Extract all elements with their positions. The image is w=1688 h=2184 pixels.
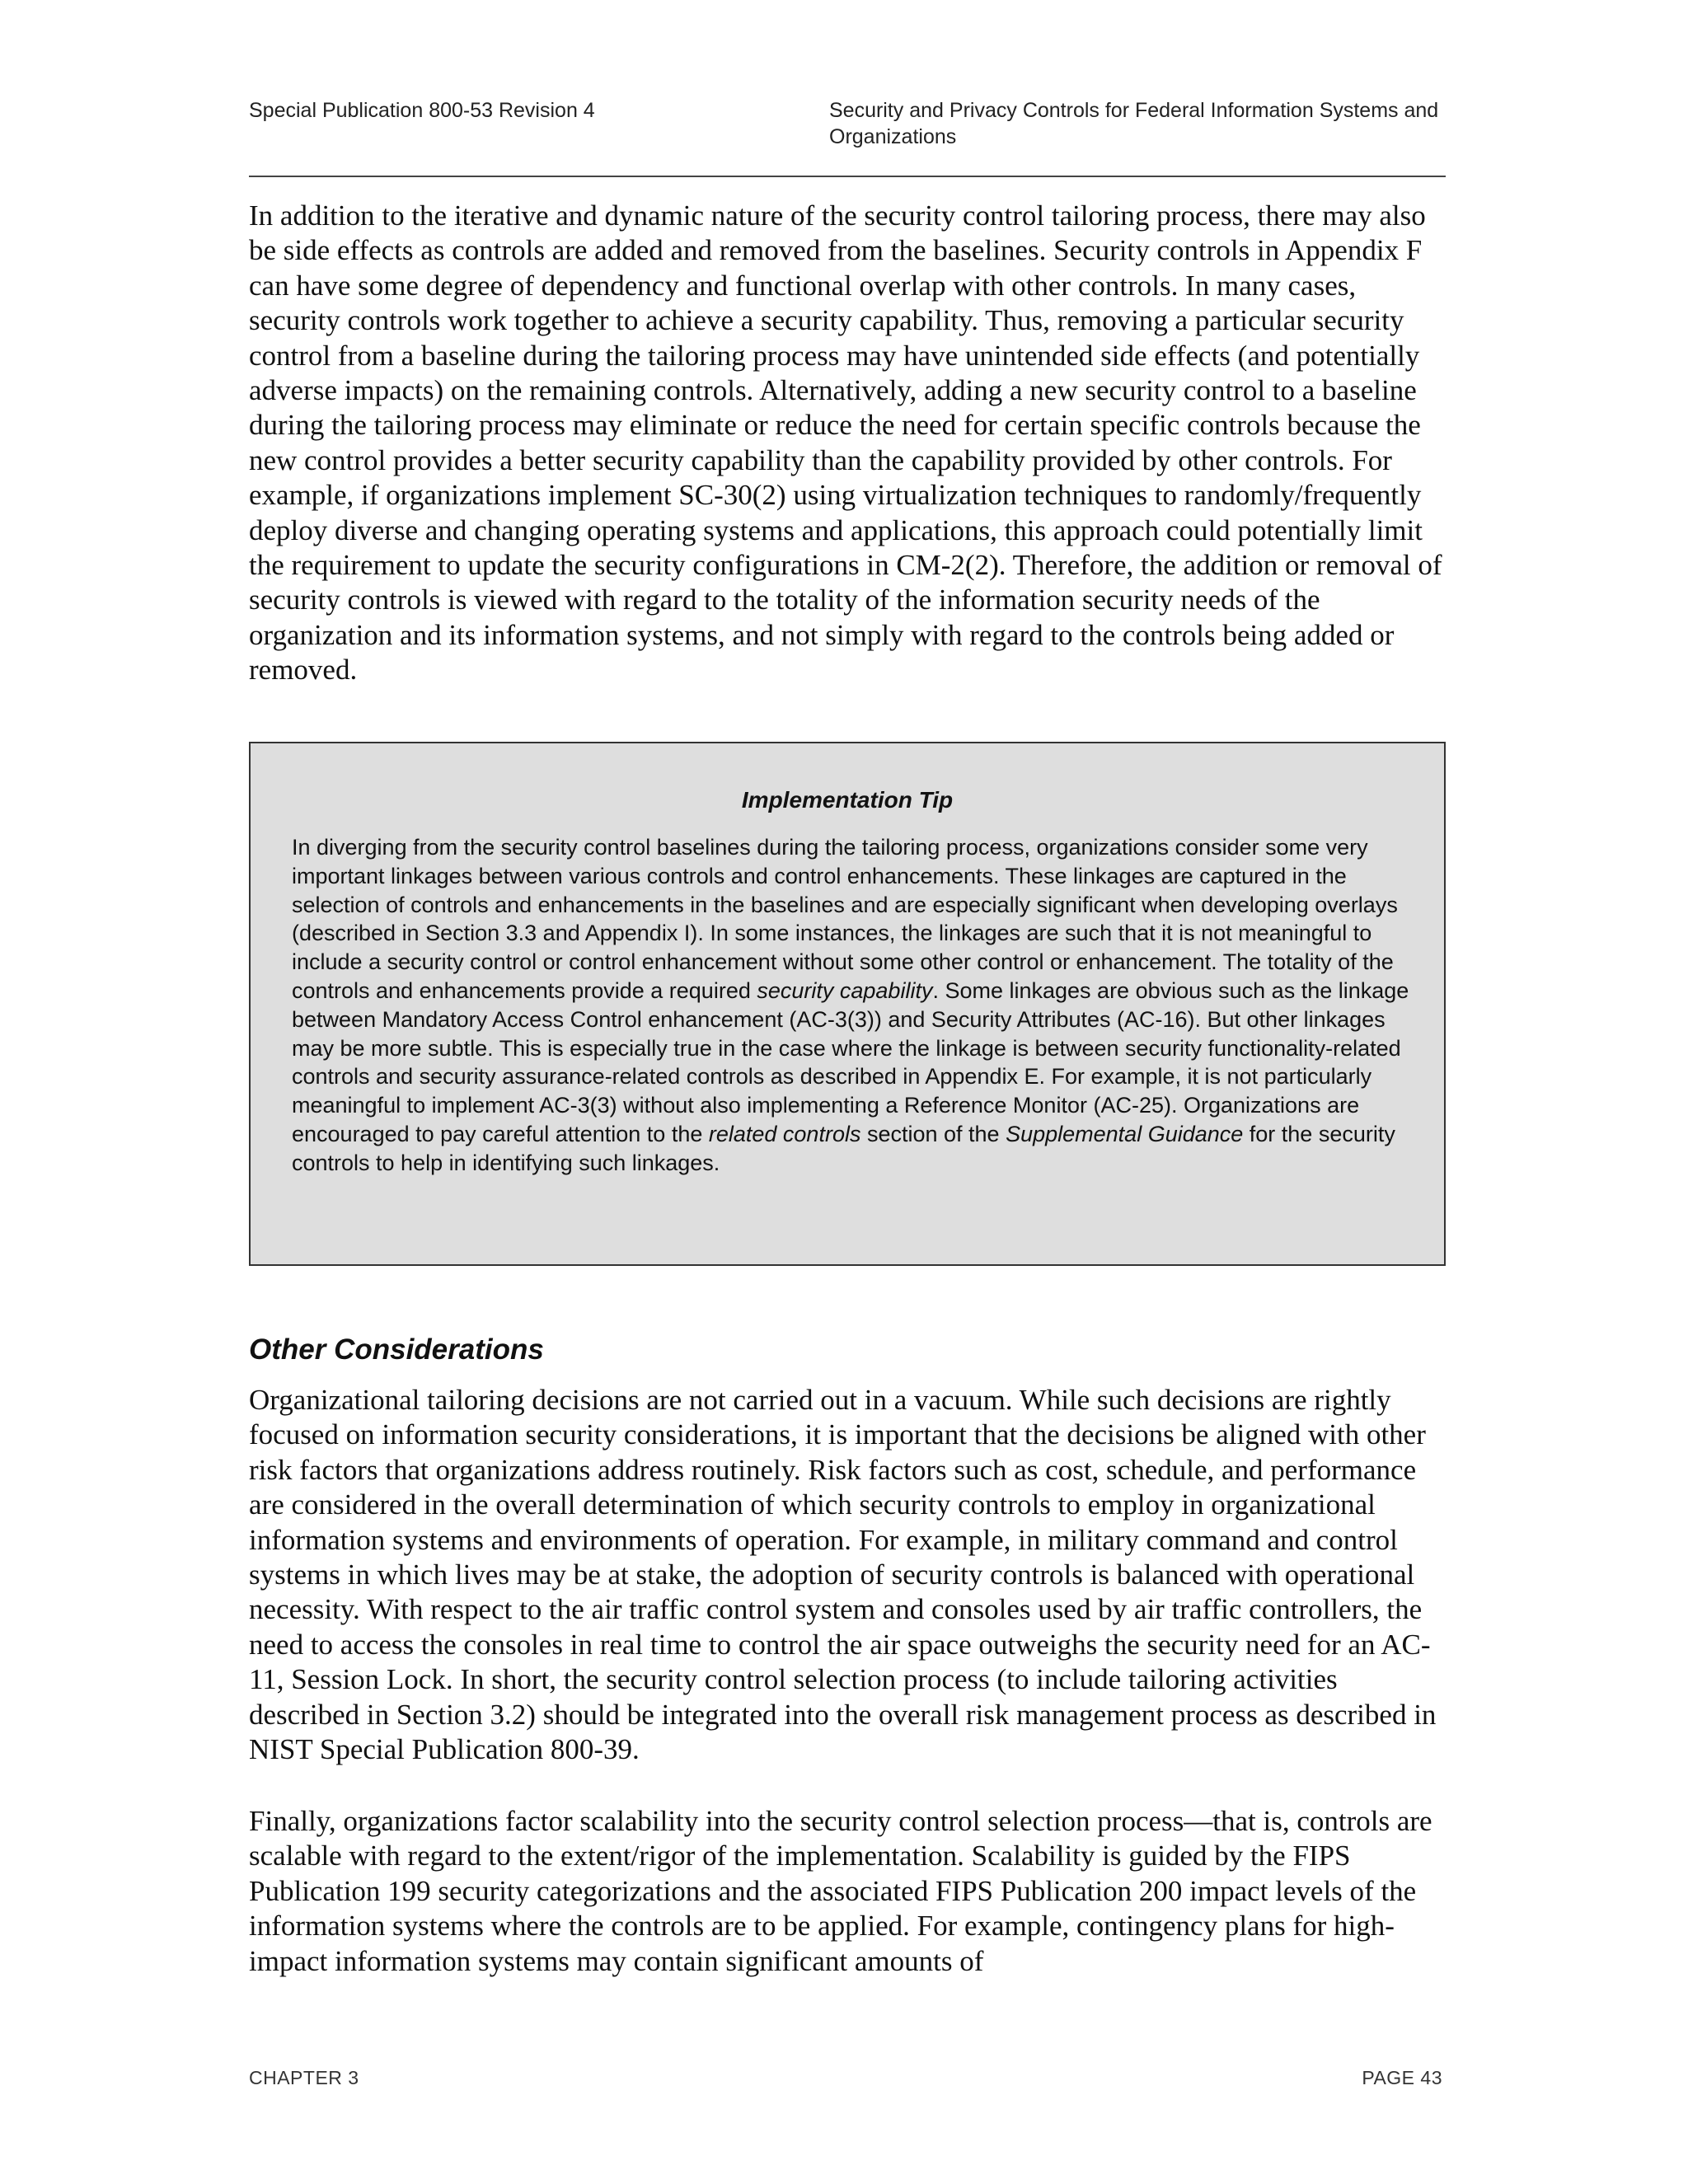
tip-italic-security-capability: security capability — [757, 977, 933, 1003]
body-paragraph-scalability: Finally, organizations factor scalability into the security control selection process—that is, controls are scalable with regard to the extent/rigor of the implementation. Scalability is guided by the FIPS Publication 199 security categorizations and the associated FIPS Publication 200 impact levels of the information systems where the controls are to be applied. For example, contingency plans for high-impact information systems may contain significant amounts of — [249, 1805, 1432, 1977]
footer-chapter: CHAPTER 3 — [249, 2067, 359, 2088]
implementation-tip-box — [249, 742, 1446, 1266]
running-header-right: Security and Privacy Controls for Federal Information Systems and Organizations — [829, 99, 1439, 148]
body-paragraph-risk-factors: Organizational tailoring decisions are not carried out in a vacuum. While such decisions are rightly focused on information security considerations, it is important that the decisions be aligned with other risk factors that organizations address routinely. Risk factors such as cost, schedule, and performance are considered in the overall determination of which security controls to employ in organizational information systems and environments of operation. For example, in military command and control systems in which lives may be at stake, the adoption of security controls is balanced with operational necessity. With respect to the air traffic control system and consoles used by air traffic controllers, the need to access the consoles in real time to control the air space outweighs the security need for an AC-11, Session Lock. In short, the security control selection process (to include tailoring activities described in Section 3.2) should be integrated into the overall risk management process as described in NIST Special Publication 800-39. — [249, 1384, 1437, 1766]
tip-text-segment: section of the — [860, 1121, 1006, 1146]
tip-text-segment: for the security controls to help in identifying such linkages. — [292, 1121, 1395, 1175]
tip-text-segment: . Some linkages are obvious such as the linkage between Mandatory Access Control enhancement (AC-3(3)) and Security Attributes (AC-16). But other linkages may be more subtle. This is especially true in the case where the linkage is between security functionality-related controls and security assurance-related controls as described in Appendix E. For example, it is not particularly meaningful to implement AC-3(3) without also implementing a Reference Monitor (AC-25). Organizations are encouraged to pay careful attention to the — [292, 977, 1409, 1146]
implementation-tip-title: Implementation Tip — [741, 787, 954, 813]
running-header-left: Special Publication 800-53 Revision 4 — [249, 99, 595, 122]
body-paragraph-tailoring-side-effects: In addition to the iterative and dynamic nature of the security control tailoring process, there may also be side effects as controls are added and removed from the baselines. Security controls in Appendix F can have some degree of dependency and functional overlap with other controls. In many cases, security controls work together to achieve a security capability. Thus, removing a particular security control from a baseline during the tailoring process may have unintended side effects (and potentially adverse impacts) on the remaining controls. Alternatively, adding a new security control to a baseline during the tailoring process may eliminate or reduce the need for certain specific controls because the new control provides a better security capability than the capability provided by other controls. For example, if organizations implement SC-30(2) using virtualization techniques to randomly/frequently deploy diverse and changing operating systems and applications, this approach could potentially limit the requirement to update the security configurations in CM-2(2). Therefore, the addition or removal of security controls is viewed with regard to the totality of the information security needs of the organization and its information systems, and not simply with regard to the controls being added or removed. — [249, 199, 1442, 687]
tip-italic-supplemental-guidance: Supplemental Guidance — [1006, 1121, 1244, 1146]
tip-italic-related-controls: related controls — [708, 1121, 861, 1146]
implementation-tip-body — [292, 833, 1413, 1178]
section-heading-other-considerations: Other Considerations — [249, 1333, 544, 1366]
footer-page-number: PAGE 43 — [1362, 2067, 1442, 2088]
tip-text-segment: In diverging from the security control baselines during the tailoring process, organizations consider some very important linkages between various controls and control enhancements. These linkages are captured in the selection of controls and enhancements in the baselines and are especially significant when developing overlays (described in Section 3.3 and Appendix I). In some instances, the linkages are such that it is not meaningful to include a security control or control enhancement without some other control or enhancement. The totality of the controls and enhancements provide a required — [292, 835, 1398, 1003]
header-divider — [249, 176, 1446, 177]
